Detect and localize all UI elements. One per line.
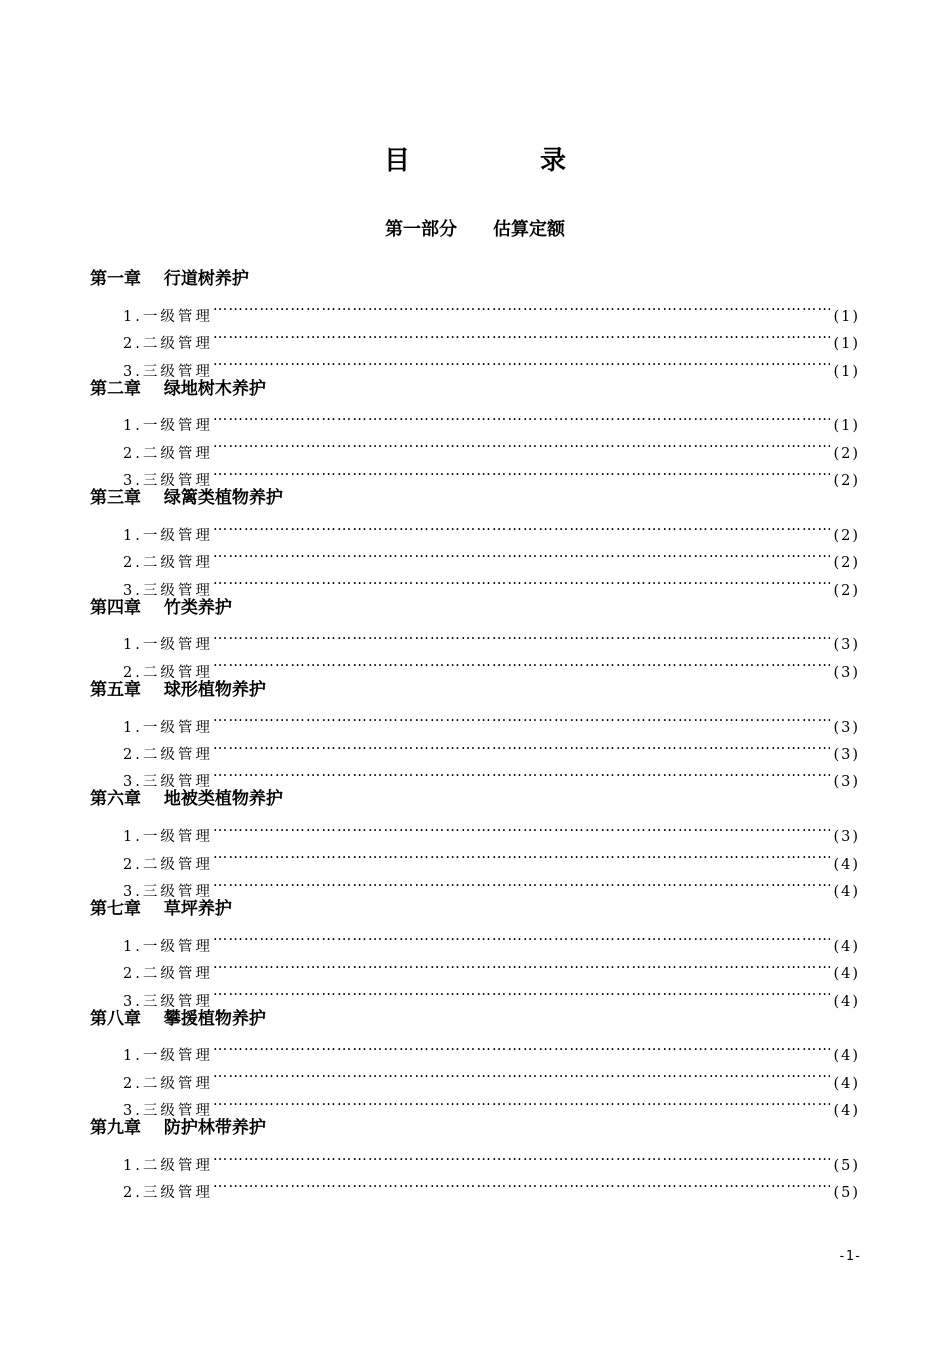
toc-entry[interactable]	[90, 923, 860, 955]
dot-leader	[213, 814, 831, 841]
toc-entry-page: (2)	[833, 555, 860, 572]
toc-entry-page: (4)	[833, 993, 860, 1010]
toc-entry-label: 1.一级管理	[123, 938, 213, 955]
toc-entry-label: 3.三级管理	[123, 883, 213, 900]
toc-entry-label: 1.一级管理	[123, 308, 213, 325]
toc-entry-label: 1.一级管理	[123, 527, 213, 544]
toc-entry-label: 2.二级管理	[123, 336, 213, 353]
toc-entry-page: (3)	[833, 664, 860, 681]
dot-leader	[213, 622, 831, 649]
toc-entry-page: (4)	[833, 883, 860, 900]
toc-entry[interactable]	[90, 1033, 860, 1065]
toc-entry-page: (5)	[833, 1157, 860, 1174]
chapter-heading[interactable]: 第六章 地被类植物养护	[90, 789, 283, 810]
dot-leader	[213, 430, 831, 457]
dot-leader	[213, 293, 831, 320]
toc-entry-page: (4)	[833, 856, 860, 873]
dot-leader	[213, 321, 831, 348]
toc-entry-page: (4)	[833, 1048, 860, 1065]
toc-entry-page: (5)	[833, 1185, 860, 1202]
toc-entry-label: 2.二级管理	[123, 664, 213, 681]
dot-leader	[213, 704, 831, 731]
chapter-heading[interactable]: 第二章 绿地树木养护	[90, 378, 266, 399]
toc-entry-label: 2.三级管理	[123, 1185, 213, 1202]
toc-entry-label: 1.一级管理	[123, 829, 213, 846]
toc-entry[interactable]	[90, 293, 860, 325]
chapter-heading[interactable]: 第九章 防护林带养护	[90, 1118, 266, 1139]
toc-entry-label: 2.二级管理	[123, 445, 213, 462]
toc-entry-label: 3.三级管理	[123, 993, 213, 1010]
page-title: 目 录	[383, 146, 618, 176]
dot-leader	[213, 513, 831, 540]
chapter-heading[interactable]: 第五章 球形植物养护	[90, 679, 266, 700]
toc-entry-label: 2.二级管理	[123, 555, 213, 572]
toc-entry-page: (3)	[833, 719, 860, 736]
page-number: -1-	[838, 1249, 862, 1264]
toc-entry-page: (4)	[833, 1075, 860, 1092]
dot-leader	[213, 978, 831, 1005]
toc-entry-page: (3)	[833, 747, 860, 764]
toc-entry-page: (3)	[833, 774, 860, 791]
dot-leader	[213, 1088, 831, 1115]
toc-entry[interactable]	[90, 1143, 860, 1174]
chapter-heading[interactable]: 第四章 竹类养护	[90, 597, 232, 618]
dot-leader	[213, 841, 831, 868]
dot-leader	[213, 348, 831, 375]
dot-leader	[213, 1033, 831, 1060]
toc-entry-label: 2.二级管理	[123, 1075, 213, 1092]
toc-entry-label: 3.三级管理	[123, 473, 213, 490]
toc-entry-page: (3)	[833, 637, 860, 654]
chapter-heading[interactable]: 第三章 绿篱类植物养护	[90, 488, 283, 509]
dot-leader	[213, 732, 831, 759]
toc-entry-label: 1.一级管理	[123, 418, 213, 435]
toc-entry-label: 2.二级管理	[123, 747, 213, 764]
toc-entry-label: 1.一级管理	[123, 719, 213, 736]
toc-entry-label: 2.二级管理	[123, 966, 213, 983]
toc-entry-label: 3.三级管理	[123, 582, 213, 599]
chapter-heading[interactable]: 第七章 草坪养护	[90, 898, 232, 919]
toc-entry-page: (1)	[833, 363, 860, 380]
toc-entry-page: (1)	[833, 336, 860, 353]
dot-leader	[213, 567, 831, 594]
toc-entry-label: 3.三级管理	[123, 363, 213, 380]
dot-leader	[213, 923, 831, 950]
toc-entry-page: (4)	[833, 966, 860, 983]
toc-entry-page: (2)	[833, 527, 860, 544]
dot-leader	[213, 458, 831, 485]
toc-entry-page: (1)	[833, 418, 860, 435]
dot-leader	[213, 403, 831, 430]
toc-entry-page: (2)	[833, 473, 860, 490]
toc-entry[interactable]	[90, 513, 860, 544]
chapter-heading[interactable]: 第一章 行道树养护	[90, 269, 249, 289]
toc-entry-page: (4)	[833, 938, 860, 955]
toc-entry-page: (2)	[833, 445, 860, 462]
toc-entry[interactable]	[90, 403, 860, 435]
dot-leader	[213, 869, 831, 896]
toc-entry-page: (3)	[833, 829, 860, 846]
dot-leader	[213, 649, 831, 676]
toc-entry-label: 2.二级管理	[123, 856, 213, 873]
dot-leader	[213, 1060, 831, 1087]
toc-entry-label: 3.三级管理	[123, 1103, 213, 1120]
dot-leader	[213, 1170, 831, 1197]
toc-entry-label: 1.一级管理	[123, 637, 213, 654]
toc-entry-page: (1)	[833, 308, 860, 325]
toc-entry[interactable]	[90, 704, 860, 736]
toc-entry-label: 3.三级管理	[123, 774, 213, 791]
dot-leader	[213, 540, 831, 567]
part-title: 第一部分 估算定额	[385, 219, 565, 240]
chapter-heading[interactable]: 第八章 攀援植物养护	[90, 1008, 266, 1029]
dot-leader	[213, 1143, 831, 1170]
toc-entry[interactable]	[90, 814, 860, 846]
toc-entry-label: 1.一级管理	[123, 1048, 213, 1065]
toc-entry-label: 1.二级管理	[123, 1157, 213, 1174]
toc-entry-page: (4)	[833, 1103, 860, 1120]
table-of-contents	[90, 266, 860, 1202]
dot-leader	[213, 951, 831, 978]
toc-entry-page: (2)	[833, 582, 860, 599]
toc-entry[interactable]	[90, 622, 860, 654]
dot-leader	[213, 759, 831, 786]
